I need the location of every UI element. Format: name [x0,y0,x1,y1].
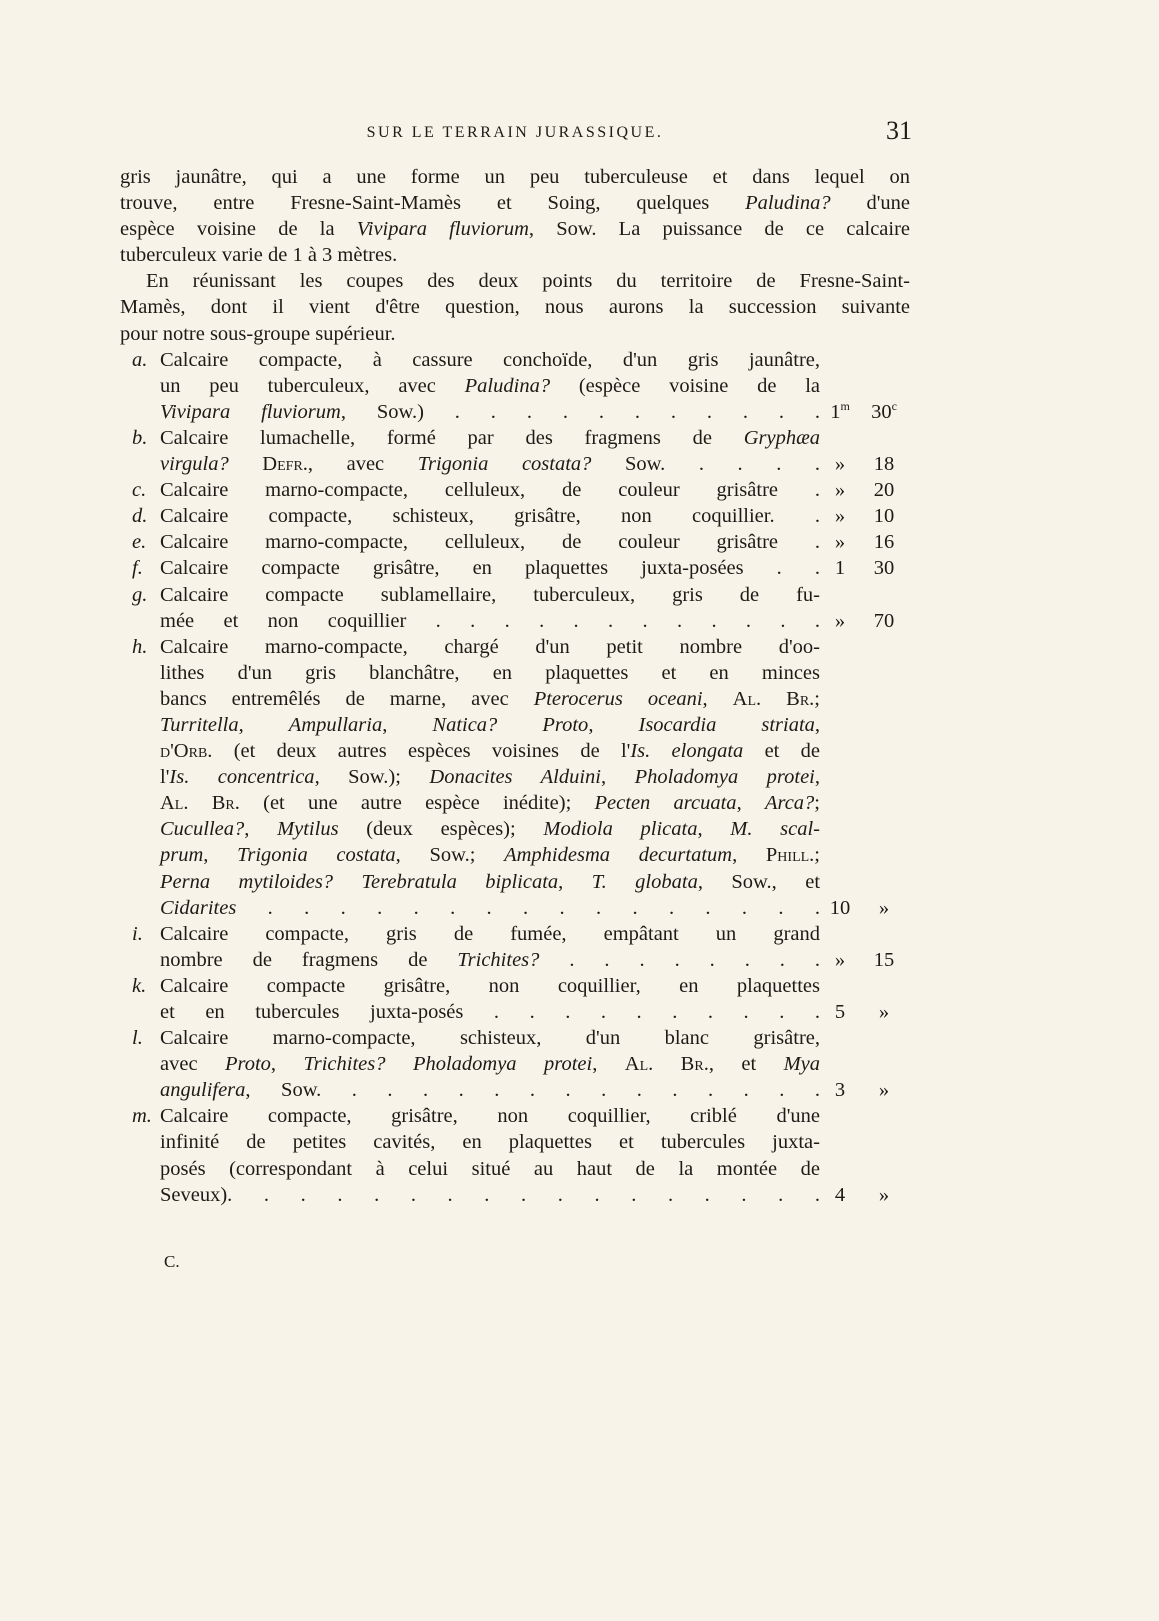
list-item [120,347,910,425]
text-line: trouve, entre Fresne-Saint-Mamès et Soing, quelques Paludina? d'une [120,192,910,215]
item-description [160,347,820,425]
centimetres-value: » [878,1079,890,1102]
item-letter: h. [132,635,148,658]
metres-value: 5 [834,1001,846,1023]
signature-mark: C. [164,1252,180,1271]
list-item [120,477,910,503]
text-line: tuberculeux varie de 1 à 3 mètres. [120,244,398,267]
metres-value: » [834,531,846,554]
thickness-values [820,895,910,921]
centimetres-value: 16 [873,531,895,554]
item-line: avec Proto, Trichites? Pholadomya protei, Al. Br., et Mya [160,1053,821,1076]
list-item [120,555,910,581]
item-description [160,1025,820,1103]
thickness-values [820,608,910,634]
item-letter: i. [132,922,143,945]
centimetres-value: 70 [873,609,895,632]
item-letter: d. [132,505,148,528]
thickness-values [820,451,910,477]
item-line: Calcaire compacte sublamellaire, tuberculeux, gris de fu- [160,583,820,606]
item-line: Calcaire compacte grisâtre, en plaquettes juxta-posées . . [160,557,820,580]
item-line: prum, Trigonia costata, Sow.; Amphidesma decurtatum, Phill.; [160,844,820,867]
metres-value: » [834,453,846,476]
item-description [160,529,820,555]
running-title: SUR LE TERRAIN JURASSIQUE. [366,124,664,141]
item-line: virgula? Defr., avec Trigonia costata? Sow. . . . . [160,453,821,476]
item-letter: b. [132,426,148,449]
item-line: Calcaire compacte, schisteux, grisâtre, non coquillier. . [160,505,820,528]
metres-value: 1$^m$ [830,398,850,423]
metres-value: » [834,948,846,971]
list-item [120,1025,910,1103]
intro-paragraph-2 [120,268,910,346]
page-header [120,118,910,148]
item-line: Cidarites . . . . . . . . . . . . . . . . [160,896,820,919]
item-line: Calcaire lumachelle, formé par des fragmens de Gryphæa [160,426,820,449]
item-description [160,477,820,503]
page-number: 31 [886,116,912,145]
item-letter: c. [132,479,147,502]
item-line: lithes d'un gris blanchâtre, en plaquettes et en minces [160,661,820,684]
item-line: Calcaire compacte grisâtre, non coquillier, en plaquettes [160,974,820,997]
item-line: un peu tuberculeux, avec Paludina? (espèce voisine de la [160,374,820,397]
item-line: Calcaire compacte, gris de fumée, empâtant un grand [160,922,820,945]
item-description [160,1103,820,1207]
item-line: Calcaire marno-compacte, chargé d'un petit nombre d'oo- [160,635,820,658]
list-item [120,1103,910,1207]
item-line: bancs entremêlés de marne, avec Pterocerus oceani, Al. Br.; [160,687,820,710]
list-item [120,529,910,555]
item-description [160,921,820,973]
centimetres-value: » [878,1001,890,1023]
text-line: espèce voisine de la Vivipara fluviorum, Sow. La puissance de ce calcaire [120,218,911,241]
item-letter: f. [132,557,143,580]
thickness-values [820,999,910,1025]
thickness-values [820,399,910,425]
item-line: angulifera, Sow. . . . . . . . . . . . . . . [160,1079,820,1102]
text-line: pour notre sous-groupe supérieur. [120,322,396,345]
item-line: Al. Br. (et une autre espèce inédite); Pecten arcuata, Arca?; [160,792,820,815]
item-line: d'Orb. (et deux autres espèces voisines de l'Is. elongata et de [160,740,820,763]
metres-value: 4 [834,1183,846,1206]
item-line: posés (correspondant à celui situé au haut de la montée de [160,1157,820,1180]
item-letter: g. [132,583,148,606]
metres-value: » [834,479,846,502]
centimetres-value: 30 [873,557,895,580]
list-item [120,425,910,477]
item-line: Vivipara fluviorum, Sow.) . . . . . . . . . . . [160,400,821,423]
item-line: Seveux). . . . . . . . . . . . . . . . . [160,1183,820,1206]
item-letter: e. [132,531,147,554]
item-letter: l. [132,1027,143,1050]
thickness-values [820,555,910,581]
item-line: Calcaire marno-compacte, celluleux, de couleur grisâtre . [160,479,820,502]
thickness-values [820,947,910,973]
item-line: Calcaire marno-compacte, schisteux, d'un blanc grisâtre, [160,1027,820,1050]
centimetres-value: » [878,896,890,919]
item-description [160,555,820,581]
item-letter: k. [132,974,147,997]
metres-value: 1 [834,557,846,580]
text-line: gris jaunâtre, qui a une forme un peu tuberculeuse et dans lequel on [120,166,910,188]
centimetres-value: 30$^c$ [871,398,897,423]
item-line: nombre de fragmens de Trichites? . . . . . . . . [160,948,820,971]
thickness-values [820,529,910,555]
item-line: Calcaire marno-compacte, celluleux, de couleur grisâtre . [160,531,820,554]
metres-value: 3 [834,1079,846,1102]
list-item [120,503,910,529]
item-line: et en tubercules juxta-posés . . . . . . . . . . [160,1001,820,1023]
metres-value: 10 [829,896,851,919]
item-line: infinité de petites cavités, en plaquettes et tubercules juxta- [160,1131,820,1154]
item-line: Calcaire compacte, à cassure conchoïde, d'un gris jaunâtre, [160,348,820,371]
metres-value: » [834,505,846,528]
item-description [160,582,820,634]
item-description [160,634,820,921]
centimetres-value: 20 [873,479,895,502]
item-description [160,425,820,477]
page-body [120,164,910,1208]
thickness-values [820,1182,910,1208]
stratigraphic-list [120,347,910,1208]
item-description [160,973,820,1025]
item-line: Perna mytiloides? Terebratula biplicata, T. globata, Sow., et [160,870,821,893]
intro-paragraph-1 [120,164,910,268]
thickness-values [820,477,910,503]
text-line: En réunissant les coupes des deux points du territoire de Fresne-Saint- [146,270,910,293]
item-line: Cucullea?, Mytilus (deux espèces); Modiola plicata, M. scal- [160,818,820,841]
list-item [120,582,910,634]
item-letter: a. [132,348,148,371]
item-description [160,503,820,529]
item-line: l'Is. concentrica, Sow.); Donacites Alduini, Pholadomya protei, [160,766,820,789]
thickness-values [820,1077,910,1103]
list-item [120,634,910,921]
centimetres-value: 18 [873,453,895,476]
centimetres-value: 10 [873,505,895,528]
metres-value: » [834,609,846,632]
item-line: Turritella, Ampullaria, Natica? Proto, Isocardia striata, [160,713,821,736]
centimetres-value: 15 [873,948,895,971]
thickness-values [820,503,910,529]
text-line: Mamès, dont il vient d'être question, nous aurons la succession suivante [120,296,910,319]
item-line: Calcaire compacte, grisâtre, non coquillier, criblé d'une [160,1105,820,1128]
item-line: mée et non coquillier . . . . . . . . . . . . [160,609,820,632]
list-item [120,921,910,973]
centimetres-value: » [878,1183,890,1206]
item-letter: m. [132,1105,152,1128]
list-item [120,973,910,1025]
